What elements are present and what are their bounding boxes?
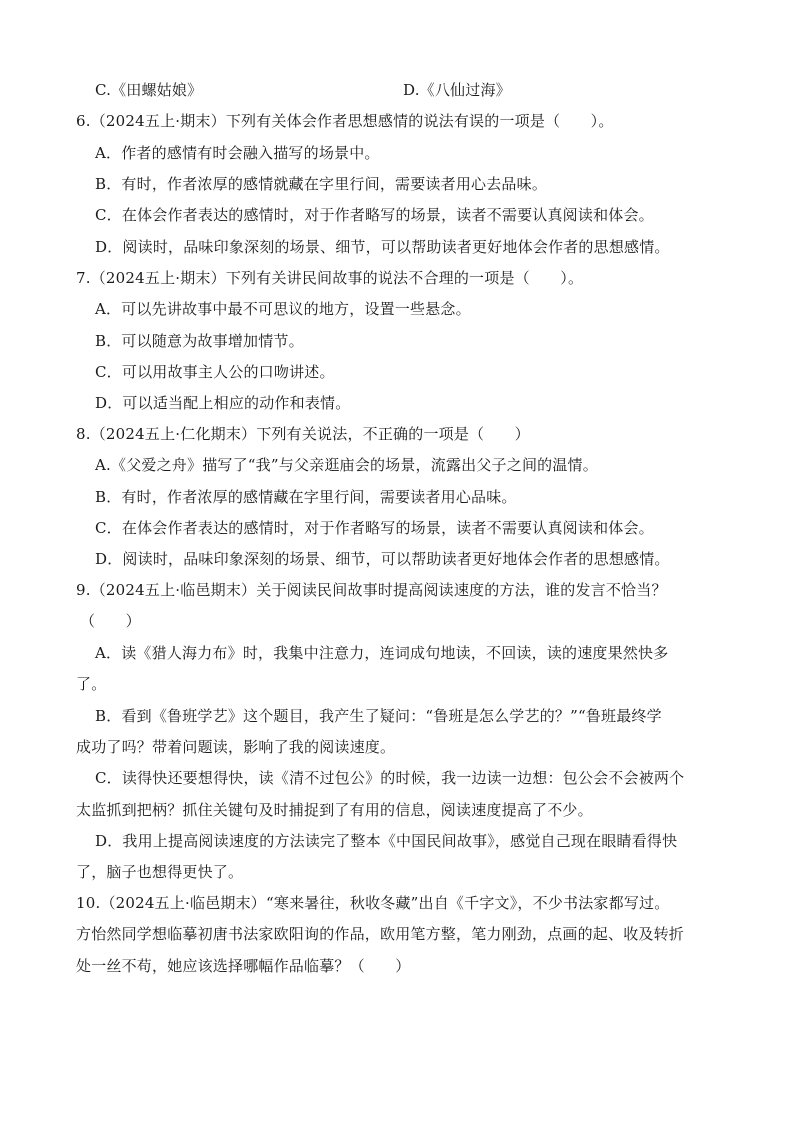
question-9-option-b: B．看到《鲁班学艺》这个题目，我产生了疑问：“鲁班是怎么学艺的？”“鲁班最终学 <box>95 707 662 725</box>
question-8-option-c: C．在体会作者表达的感情时，对于作者略写的场景，读者不需要认真阅读和体会。 <box>95 519 654 537</box>
question-7-stem: 7.（2024五上·期末）下列有关讲民间故事的说法不合理的一项是（ ）。 <box>76 269 584 287</box>
question-6-option-c: C．在体会作者表达的感情时，对于作者略写的场景，读者不需要认真阅读和体会。 <box>95 206 654 224</box>
option-d-prev: D.《八仙过海》 <box>403 81 511 99</box>
question-7-option-d: D．可以适当配上相应的动作和表情。 <box>95 394 351 412</box>
question-10-stem: 10.（2024五上·临邑期末）“寒来暑往，秋收冬藏”出自《千字文》，不少书法家都写过。 <box>76 894 670 912</box>
question-9-option-c: C．读得快还要想得快，读《清不过包公》的时候，我一边读一边想：包公会不会被两个 <box>95 769 685 787</box>
question-9-option-a-cont: 了。 <box>76 675 107 693</box>
question-7-option-a: A．可以先讲故事中最不可思议的地方，设置一些悬念。 <box>95 300 471 318</box>
question-9-option-b-cont: 成功了吗？带着问题读，影响了我的阅读速度。 <box>76 738 396 756</box>
question-9-option-c-cont: 太监抓到把柄？抓住关键句及时捕捉到了有用的信息，阅读速度提高了不少。 <box>76 801 593 819</box>
question-8-option-a: A.《父爱之舟》描写了“我”与父亲逛庙会的场景，流露出父子之间的温情。 <box>95 456 598 474</box>
question-8-stem: 8.（2024五上·仁化期末）下列有关说法，不正确的一项是（ ） <box>76 425 530 443</box>
option-c-prev: C.《田螺姑娘》 <box>95 81 203 99</box>
question-9-option-a: A．读《猎人海力布》时，我集中注意力，连词成句地读，不回读，读的速度果然快多 <box>95 644 669 662</box>
question-10-stem-line-2: 方怡然同学想临摹初唐书法家欧阳询的作品，欧用笔方整，笔力刚劲，点画的起、收及转折 <box>76 925 685 943</box>
question-8-option-d: D．阅读时，品味印象深刻的场景、细节，可以帮助读者更好地体会作者的思想感情。 <box>95 550 670 568</box>
question-10-stem-line-3: 处一丝不苟，她应该选择哪幅作品临摹？（ ） <box>76 957 411 975</box>
question-8-option-b: B．有时，作者浓厚的感情藏在字里行间，需要读者用心品味。 <box>95 488 517 506</box>
question-9-stem-paren: （ ） <box>80 612 141 630</box>
question-7-option-c: C．可以用故事主人公的口吻讲述。 <box>95 363 335 381</box>
question-6-option-a: A．作者的感情有时会融入描写的场景中。 <box>95 144 380 162</box>
question-9-stem: 9.（2024五上·临邑期末）关于阅读民间故事时提高阅读速度的方法，谁的发言不恰当？ <box>76 581 667 599</box>
question-6-stem: 6.（2024五上·期末）下列有关体会作者思想感情的说法有误的一项是（ ）。 <box>76 112 614 130</box>
question-9-option-d-cont: 了，脑子也想得更快了。 <box>76 863 244 881</box>
question-6-option-b: B．有时，作者浓厚的感情就藏在字里行间，需要读者用心去品味。 <box>95 175 548 193</box>
question-7-option-b: B．可以随意为故事增加情节。 <box>95 332 304 350</box>
question-6-option-d: D．阅读时，品味印象深刻的场景、细节，可以帮助读者更好地体会作者的思想感情。 <box>95 238 670 256</box>
question-9-option-d: D．我用上提高阅读速度的方法读完了整本《中国民间故事》，感觉自己现在眼睛看得快 <box>95 832 678 850</box>
